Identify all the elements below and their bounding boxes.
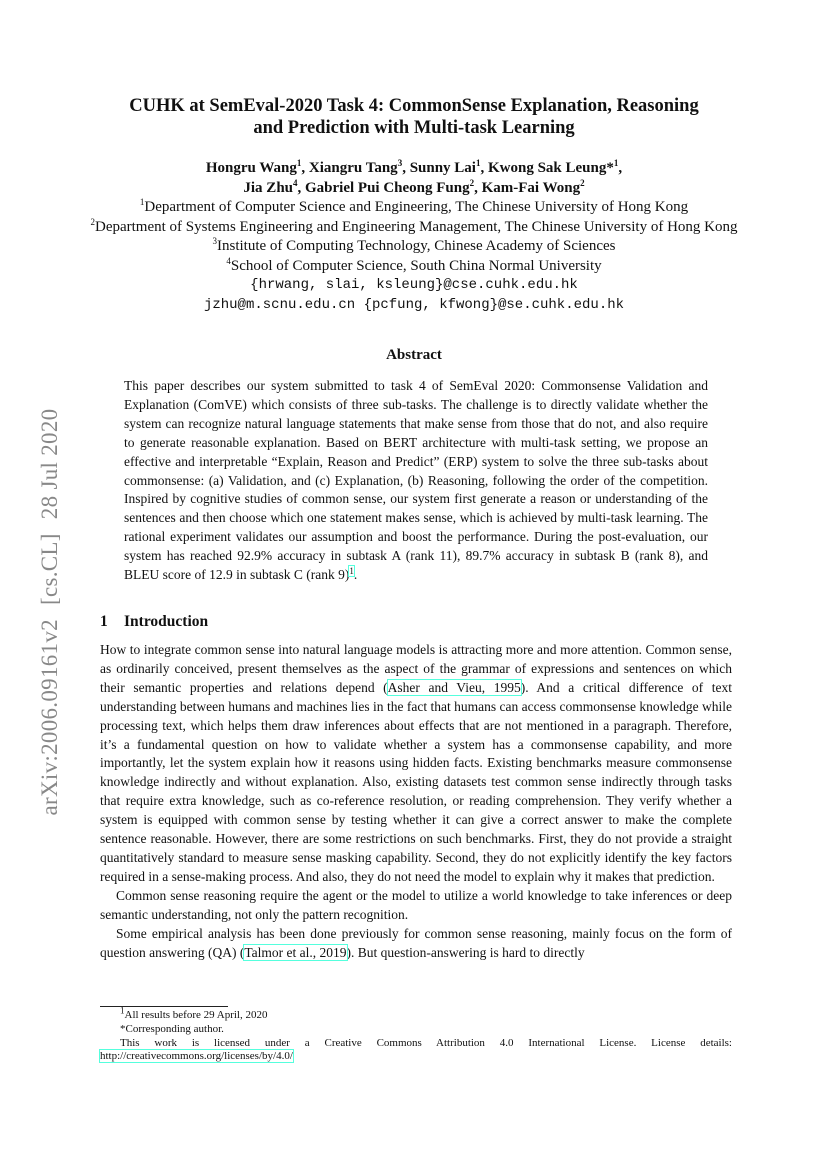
affiliation-text: Department of Computer Science and Engineering, The Chinese University of Hong Kong: [144, 199, 689, 215]
affiliation-text: Department of Systems Engineering and Engineering Management, The Chinese University of Hong Kong: [95, 218, 738, 235]
license-note: This work is licensed under a Creative Commons Attribution 4.0 International License. License details:: [120, 1036, 732, 1049]
author-mark: 2: [469, 178, 475, 188]
author-line-2: Jia Zhu$^4$, Gabriel Pui Cheong Fung$^2$, Kam-Fai Wong$^2$: [243, 178, 585, 196]
author-name: Kam-Fai Wong: [481, 180, 581, 196]
affiliation-mark: 3: [212, 236, 218, 246]
author-mark: 1: [296, 158, 302, 168]
title-line-2: and Prediction with Multi-task Learning: [253, 118, 575, 138]
author-mark: 1: [475, 158, 481, 168]
author-mark: 4: [293, 178, 298, 188]
footnotes: [100, 1005, 732, 1064]
section-title: Introduction: [124, 613, 209, 630]
footnote-text: All results before 29 April, 2020: [124, 1009, 268, 1021]
paragraph-text: How to integrate common sense into natural language models is attracting more and more attention. Common sense, as ordinarily conceived, present themselves as the aspect of the grammar of expressions and sentences on which their semantic properties and relations depend (: [100, 642, 732, 695]
author-block: [40, 158, 788, 315]
license-url-link[interactable]: http://creativecommons.org/licenses/by/4.0/: [100, 1050, 293, 1063]
affiliation: [40, 257, 788, 277]
title-line-1: CUHK at SemEval-2020 Task 4: CommonSense Explanation, Reasoning: [129, 96, 699, 116]
author-name: Kwong Sak Leung*: [487, 160, 614, 176]
paragraph-text: Some empirical analysis has been done previously for common sense reasoning, mainly focus on the form of question answering (QA) (: [100, 925, 732, 960]
author-name: Gabriel Pui Cheong Fung: [305, 180, 470, 196]
abstract-heading: Abstract: [386, 347, 442, 363]
affiliation: [40, 237, 788, 257]
author-mark: 2: [580, 178, 585, 188]
affiliation-text: Institute of Computing Technology, Chinese Academy of Sciences: [217, 238, 616, 254]
paper-title: [80, 95, 748, 139]
arxiv-id: arXiv:2006.09161v2: [37, 619, 62, 816]
abstract-text: This paper describes our system submitted to task 4 of SemEval 2020: Commonsense Validation and Explanation (ComVE) which consists of three sub-tasks. The challenge is to directly validate whether the system can recognize natural language statements that make sense from those that do not, and also require to generate reasonable explanation. Based on BERT architecture with multi-task setting, we propose an effective and interpretable “Explain, Reason and Predict” (ERP) system to solve the three sub-tasks about commonsense: (a) Validation, and (c) Explanation, (b) Reasoning, following the order of the competition. Inspired by cognitive studies of common sense, our system first generate a reason or understanding of the sentences and then choose which one statement makes sense, which is achieved by multi-task learning. The rational experiment validates our assumption and boost the performance. During the post-evaluation, our system has reached 92.9% accuracy in subtask A (rank 11), 89.7% accuracy in subtask B (rank 8), and BLEU score of 12.9 in subtask C (rank 9): [124, 378, 708, 583]
email-line-1: {hrwang, slai, ksleung}@cse.cuhk.edu.hk: [250, 277, 578, 293]
footnote-link[interactable]: 1: [349, 565, 354, 576]
citation-link[interactable]: Talmor et al., 2019: [244, 944, 347, 960]
paragraph: [100, 641, 732, 887]
footnote-corresponding: *Corresponding author.: [120, 1022, 224, 1035]
affiliation-mark: 1: [139, 197, 145, 207]
paragraph: Common sense reasoning require the agent or the model to utilize a world knowledge to take inferences or deep semantic understanding, not only the pattern recognition.: [100, 887, 732, 922]
footnote-1: [100, 1005, 732, 1023]
author-line-1: Hongru Wang$^1$, Xiangru Tang$^3$, Sunny Lai$^1$, Kwong Sak Leung*$^1$,: [205, 158, 623, 176]
paragraph: [100, 925, 732, 963]
author-name: Hongru Wang: [205, 160, 297, 176]
citation-link[interactable]: Asher and Vieu, 1995: [387, 679, 521, 695]
affiliation-text: School of Computer Science, South China Normal University: [230, 257, 602, 274]
license-url-line: [100, 1050, 732, 1064]
section-body: [100, 641, 732, 962]
author-name: Sunny Lai: [409, 160, 476, 176]
email-line-2: jzhu@m.scnu.edu.cn {pcfung, kfwong}@se.cuhk.edu.hk: [203, 296, 625, 313]
author-mark: 3: [397, 158, 403, 168]
author-name: Xiangru Tang: [308, 160, 398, 176]
paragraph-text: ). And a critical difference of text understanding between humans and machines lies in the fact that humans can access commonsense knowledge while processing text, which helps them draw inferences about effects that are not mentioned in a paragraph. Therefore, it’s a fundamental question on how to validate whether a system has a commonsense capability, and more importantly, let the system explain how it reasons using hidden facts. Existing benchmarks measure commonsense knowledge indirectly and without explanation. Also, existing datasets test common sense indirectly through tasks that require extra knowledge, such as co-reference resolution, or reading comprehension. They verify whether a system is equipped with common sense by testing whether it can give a correct answer to make the complete sentence reasonable. However, there are some restrictions on such benchmarks. First, they do not provide a straight quantitatively standard to measure sense masking capability. Second, they do not explicitly identify the key factors required in a sense-making process. And also, they do not need the model to explain why it makes that prediction.: [100, 679, 732, 884]
paragraph-text: ). But question-answering is hard to directly: [346, 944, 585, 960]
author-mark: 1: [613, 158, 619, 168]
footnote-mark: 1: [120, 1005, 125, 1016]
section-heading: [100, 613, 208, 631]
affiliation: [40, 218, 788, 238]
arxiv-date: 28 Jul 2020: [37, 408, 62, 520]
author-name: Jia Zhu: [243, 180, 293, 196]
arxiv-category: [cs.CL]: [37, 533, 62, 605]
affiliation: [40, 198, 788, 218]
abstract-end: .: [353, 567, 358, 583]
affiliation-mark: 2: [90, 216, 95, 227]
section-number: 1: [100, 613, 108, 630]
affiliation-mark: 4: [226, 255, 231, 266]
abstract-body: [124, 377, 708, 585]
arxiv-stamp: [37, 405, 63, 820]
